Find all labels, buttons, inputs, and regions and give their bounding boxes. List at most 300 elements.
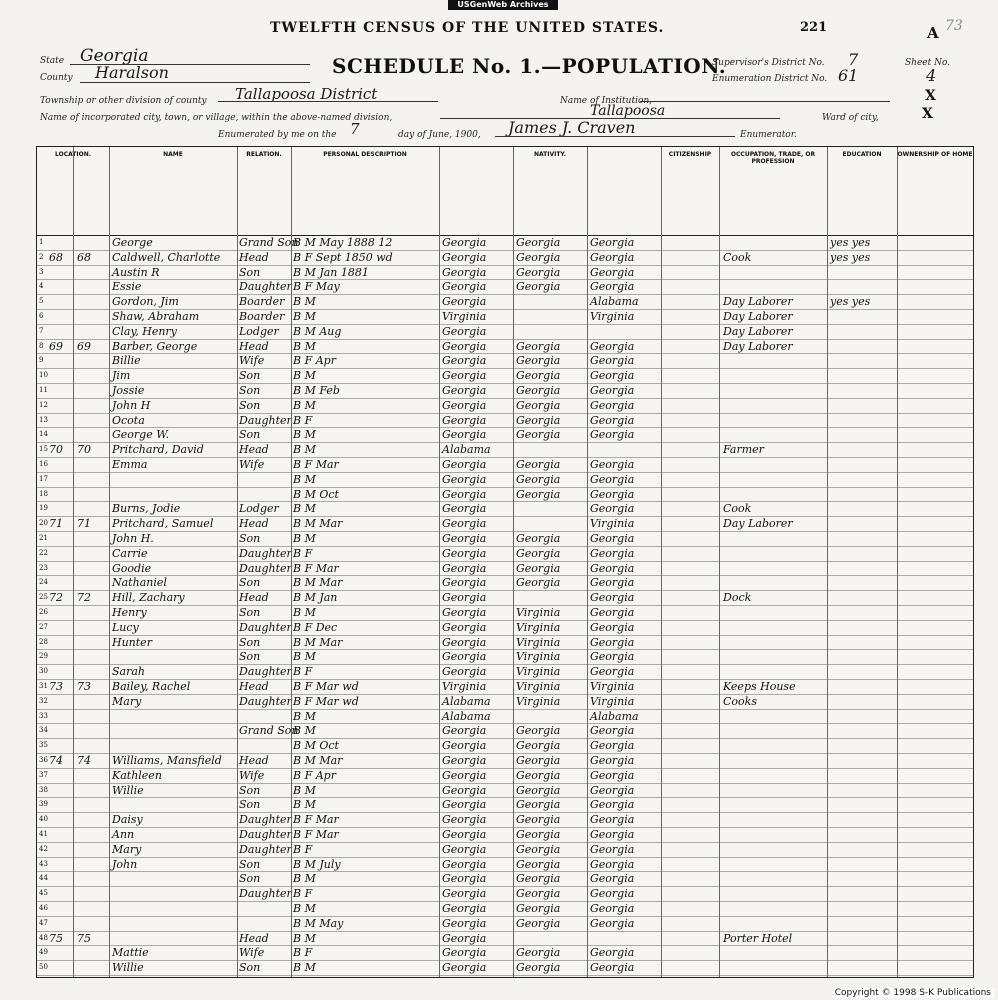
person-name: Lucy (112, 620, 139, 634)
birthplace-mother: Georgia (590, 961, 635, 975)
personal-description: B F Sept 1850 wd (293, 250, 393, 264)
line-number: 2 (39, 252, 44, 261)
person-name: Caldwell, Charlotte (112, 250, 221, 264)
line-number: 5 (39, 297, 44, 306)
line-number: 8 (39, 341, 44, 350)
family-number (77, 664, 107, 679)
relation: Son (239, 606, 261, 619)
family-number (77, 694, 107, 709)
family-number (77, 768, 107, 783)
line-number: 37 (39, 770, 48, 779)
column-divider (661, 147, 662, 977)
line-number: 12 (39, 400, 48, 409)
line-number: 15 (39, 445, 48, 454)
county-underline (80, 82, 310, 83)
relation: Daughter (239, 561, 292, 575)
birthplace-mother: Georgia (590, 813, 635, 827)
personal-description: B M (293, 310, 316, 323)
table-row (37, 694, 973, 710)
personal-description: B M (293, 369, 316, 383)
relation: Daughter (239, 887, 292, 901)
line-number: 30 (39, 667, 48, 676)
county-label: County (40, 73, 73, 83)
birthplace-mother: Georgia (590, 872, 635, 886)
education (830, 265, 896, 280)
dwelling-number: 69 (49, 339, 63, 353)
birthplace-person: Georgia (442, 650, 487, 664)
dwelling-number (49, 279, 73, 294)
birthplace-person: Georgia (442, 280, 487, 294)
dwelling-number (49, 635, 73, 650)
family-number (77, 783, 107, 798)
birthplace-father: Georgia (516, 842, 561, 856)
birthplace-person: Georgia (442, 842, 487, 856)
line-number: 7 (39, 326, 44, 335)
dwelling-number (49, 309, 73, 324)
education (830, 590, 896, 605)
birthplace-person: Georgia (442, 724, 487, 738)
person-name: Hunter (112, 635, 152, 649)
state-value: Georgia (80, 46, 149, 66)
birthplace-father: Georgia (516, 798, 561, 812)
occupation: Cooks (723, 694, 757, 708)
education (830, 649, 896, 664)
birthplace-father: Georgia (516, 813, 561, 827)
sheet-value: 4 (926, 66, 937, 85)
birthplace-mother: Georgia (590, 606, 635, 619)
birthplace-father: Georgia (516, 458, 561, 471)
personal-description: B M May 1888 12 (293, 236, 393, 249)
occupation: Porter Hotel (723, 931, 793, 945)
line-number: 50 (39, 963, 48, 972)
occupation (723, 709, 827, 724)
dwelling-number (49, 768, 73, 783)
birthplace-father: Georgia (516, 916, 561, 930)
family-number (77, 487, 107, 502)
birthplace-person: Georgia (442, 768, 487, 782)
family-number (77, 575, 107, 590)
birthplace-mother: Georgia (590, 413, 635, 427)
education (830, 797, 896, 812)
personal-description: B F Mar wd (293, 694, 359, 708)
birthplace-father: Georgia (516, 532, 561, 545)
birthplace-person: Georgia (442, 798, 487, 812)
person-name (112, 709, 236, 724)
education (830, 945, 896, 960)
relation: Son (239, 857, 261, 871)
occupation: Day Laborer (723, 295, 793, 309)
family-number (77, 738, 107, 753)
person-name: Emma (112, 458, 148, 471)
census-title: TWELFTH CENSUS OF THE UNITED STATES. (270, 20, 665, 36)
person-name: Willie (112, 783, 144, 797)
line-number: 35 (39, 741, 48, 750)
family-number (77, 960, 107, 975)
table-row (37, 531, 973, 547)
birthplace-mother: Virginia (590, 694, 635, 708)
column-header-occupation: OCCUPATION, TRADE, OR PROFESSION (719, 147, 828, 235)
table-row (37, 279, 973, 295)
line-number: 43 (39, 859, 48, 868)
occupation (723, 827, 827, 842)
line-number: 10 (39, 371, 48, 380)
family-number (77, 472, 107, 487)
column-divider (291, 147, 292, 977)
birthplace-father: Georgia (516, 413, 561, 427)
dwelling-number (49, 812, 73, 827)
line-number: 9 (39, 356, 44, 365)
personal-description: B M (293, 532, 316, 545)
birthplace-person: Georgia (442, 428, 487, 442)
education (830, 694, 896, 709)
supervisor-value: 7 (848, 50, 859, 69)
column-divider (587, 147, 588, 977)
birthplace-person: Alabama (442, 709, 491, 723)
education (830, 383, 896, 398)
dwelling-number: 74 (49, 754, 63, 767)
line-number: 41 (39, 830, 48, 838)
birthplace-mother (590, 324, 660, 339)
occupation: Cook (723, 502, 752, 516)
relation: Head (239, 250, 269, 264)
personal-description: B M (293, 709, 316, 723)
birthplace-person: Georgia (442, 902, 487, 915)
personal-description: B F May (293, 280, 340, 294)
enumeration-district-value: 61 (838, 66, 859, 85)
person-name: Gordon, Jim (112, 295, 179, 309)
dwelling-number (49, 723, 73, 738)
table-row (37, 487, 973, 503)
family-number (77, 309, 107, 324)
birthplace-person: Georgia (442, 931, 487, 945)
table-row (37, 457, 973, 473)
personal-description: B F Apr (293, 354, 336, 368)
person-name: John H. (112, 532, 154, 545)
occupation (723, 472, 827, 487)
person-name: Carrie (112, 546, 148, 560)
occupation (723, 383, 827, 398)
family-number (77, 279, 107, 294)
person-name (112, 487, 236, 502)
education (830, 886, 896, 901)
birthplace-mother: Georgia (590, 265, 635, 279)
occupation (723, 753, 827, 768)
occupation (723, 857, 827, 872)
relation (239, 709, 291, 724)
birthplace-person: Georgia (442, 665, 487, 679)
birthplace-father: Virginia (516, 694, 561, 708)
relation: Daughter (239, 694, 292, 708)
person-name (112, 738, 236, 753)
birthplace-mother: Georgia (590, 754, 635, 767)
education (830, 842, 896, 857)
occupation (723, 812, 827, 827)
birthplace-father: Virginia (516, 665, 561, 679)
table-row (37, 265, 973, 281)
person-name (112, 931, 236, 946)
birthplace-father: Georgia (516, 561, 561, 575)
person-name: Kathleen (112, 768, 162, 782)
table-row (37, 857, 973, 873)
birthplace-mother: Georgia (590, 768, 635, 782)
relation: Boarder (239, 295, 285, 309)
relation: Son (239, 576, 261, 590)
person-name: George (112, 236, 153, 249)
education (830, 575, 896, 590)
personal-description: B M (293, 295, 316, 309)
birthplace-father: Georgia (516, 339, 561, 353)
birthplace-father: Georgia (516, 857, 561, 871)
line-number: 23 (39, 563, 48, 572)
column-header-ownership: OWNERSHIP OF HOME (897, 151, 973, 158)
table-row (37, 235, 973, 251)
line-number: 26 (39, 608, 48, 616)
table-row (37, 649, 973, 665)
family-number: 70 (77, 443, 91, 457)
birthplace-mother: Georgia (590, 946, 635, 960)
personal-description: B M (293, 398, 316, 412)
family-number: 73 (77, 680, 91, 693)
occupation: Dock (723, 591, 752, 605)
occupation (723, 842, 827, 857)
family-number (77, 605, 107, 620)
pencil-note: 73 (945, 18, 963, 34)
personal-description: B M (293, 902, 316, 915)
occupation (723, 265, 827, 280)
person-name (112, 472, 236, 487)
relation: Son (239, 428, 261, 442)
education (830, 339, 896, 354)
table-row (37, 738, 973, 754)
family-number (77, 368, 107, 383)
family-number (77, 901, 107, 916)
personal-description: B F Dec (293, 620, 338, 634)
relation: Head (239, 754, 269, 767)
table-row (37, 442, 973, 458)
column-header-education: EDUCATION (827, 147, 898, 235)
table-row (37, 664, 973, 680)
education (830, 620, 896, 635)
family-number (77, 620, 107, 635)
birthplace-person: Georgia (442, 783, 487, 797)
birthplace-person: Georgia (442, 546, 487, 560)
birthplace-person: Georgia (442, 324, 487, 338)
line-number: 27 (39, 622, 48, 631)
birthplace-mother: Georgia (590, 591, 635, 605)
dwelling-number (49, 649, 73, 664)
birthplace-mother: Georgia (590, 458, 635, 471)
personal-description: B M (293, 339, 316, 353)
birthplace-father: Georgia (516, 236, 561, 249)
family-number: 69 (77, 339, 91, 353)
table-row (37, 546, 973, 562)
education: yes yes (830, 250, 871, 264)
birthplace-person: Georgia (442, 265, 487, 279)
family-number (77, 427, 107, 442)
personal-description: B M (293, 428, 316, 442)
dwelling-number (49, 842, 73, 857)
dwelling-number (49, 368, 73, 383)
occupation (723, 960, 827, 975)
enumerated-date-label: day of June, 1900, (398, 130, 481, 140)
birthplace-mother: Georgia (590, 576, 635, 590)
birthplace-person: Virginia (442, 310, 487, 323)
occupation (723, 487, 827, 502)
birthplace-mother: Georgia (590, 354, 635, 368)
birthplace-person: Georgia (442, 591, 487, 605)
line-number: 18 (39, 489, 48, 498)
occupation (723, 398, 827, 413)
birthplace-mother: Georgia (590, 428, 635, 442)
birthplace-mother: Georgia (590, 842, 635, 856)
ward-x-mark: X (922, 106, 933, 122)
personal-description: B F (293, 842, 313, 856)
birthplace-person: Georgia (442, 532, 487, 545)
line-number: 3 (39, 267, 44, 276)
relation (239, 472, 291, 487)
relation: Son (239, 369, 261, 383)
institution-underline (640, 101, 890, 102)
relation: Son (239, 961, 261, 975)
person-name (112, 871, 236, 886)
dwelling-number (49, 427, 73, 442)
birthplace-mother: Georgia (590, 916, 635, 930)
birthplace-person: Georgia (442, 369, 487, 383)
person-name: Goodie (112, 561, 152, 575)
birthplace-person: Georgia (442, 472, 487, 486)
personal-description: B F (293, 546, 313, 560)
relation: Son (239, 398, 261, 412)
occupation: Keeps House (723, 680, 796, 693)
birthplace-father: Georgia (516, 472, 561, 486)
family-number (77, 561, 107, 576)
personal-description: B M Jan (293, 591, 338, 605)
relation: Daughter (239, 620, 292, 634)
schedule-title: SCHEDULE No. 1.—POPULATION. (332, 54, 727, 78)
education: yes yes (830, 295, 871, 309)
education (830, 916, 896, 931)
dwelling-number (49, 383, 73, 398)
person-name: Jossie (112, 384, 145, 397)
line-number: 14 (39, 430, 48, 439)
line-number: 39 (39, 800, 48, 809)
person-name: Essie (112, 280, 142, 294)
birthplace-mother: Georgia (590, 561, 635, 575)
personal-description: B M (293, 961, 316, 975)
table-row (37, 501, 973, 517)
relation: Son (239, 532, 261, 545)
line-number: 44 (39, 874, 48, 883)
education (830, 827, 896, 842)
family-number (77, 531, 107, 546)
birthplace-mother: Georgia (590, 398, 635, 412)
personal-description: B M (293, 724, 316, 738)
table-row (37, 472, 973, 488)
birthplace-person: Georgia (442, 606, 487, 619)
dwelling-number (49, 324, 73, 339)
occupation: Farmer (723, 443, 764, 457)
table-row (37, 413, 973, 429)
birthplace-mother: Virginia (590, 310, 635, 323)
personal-description: B M Oct (293, 739, 339, 753)
table-row (37, 709, 973, 725)
birthplace-person: Georgia (442, 961, 487, 975)
occupation (723, 427, 827, 442)
dwelling-number (49, 871, 73, 886)
column-header-location: LOCATION. (37, 147, 110, 235)
personal-description: B M Mar (293, 754, 343, 767)
person-name: Bailey, Rachel (112, 680, 191, 693)
table-row (37, 768, 973, 784)
family-number (77, 945, 107, 960)
relation: Wife (239, 768, 265, 782)
personal-description: B F Mar (293, 813, 339, 827)
line-number: 31 (39, 682, 48, 690)
occupation (723, 605, 827, 620)
person-name: Burns, Jodie (112, 502, 181, 516)
sheet-label: Sheet No. (905, 58, 951, 68)
table-row (37, 383, 973, 399)
person-name (112, 649, 236, 664)
dwelling-number (49, 413, 73, 428)
column-divider (109, 147, 110, 977)
birthplace-father: Georgia (516, 354, 561, 368)
relation (239, 487, 291, 502)
family-number (77, 857, 107, 872)
birthplace-father: Georgia (516, 369, 561, 383)
dwelling-number (49, 664, 73, 679)
table-row (37, 309, 973, 325)
birthplace-father: Georgia (516, 946, 561, 960)
county-value: Haralson (95, 63, 169, 82)
birthplace-mother: Georgia (590, 502, 635, 516)
relation: Head (239, 517, 269, 531)
column-divider (73, 147, 74, 977)
family-number: 74 (77, 754, 91, 767)
line-number: 20 (39, 519, 48, 528)
personal-description: B F (293, 887, 313, 901)
education (830, 635, 896, 650)
birthplace-person: Georgia (442, 250, 487, 264)
person-name: John H (112, 398, 151, 412)
enumerated-label: Enumerated by me on the (218, 130, 337, 140)
state-label: State (40, 56, 65, 66)
birthplace-father: Georgia (516, 384, 561, 397)
birthplace-father: Georgia (516, 872, 561, 886)
person-name: Pritchard, David (112, 443, 204, 457)
dwelling-number (49, 501, 73, 516)
table-row (37, 812, 973, 828)
birthplace-mother: Georgia (590, 724, 635, 738)
relation: Wife (239, 354, 265, 368)
occupation: Day Laborer (723, 517, 793, 531)
person-name: Sarah (112, 665, 145, 679)
township-value: Tallapoosa District (235, 85, 378, 103)
column-divider (237, 147, 238, 977)
personal-description: B M Oct (293, 487, 339, 501)
birthplace-person: Virginia (442, 680, 487, 693)
family-number: 68 (77, 250, 91, 264)
occupation (723, 871, 827, 886)
birthplace-father (516, 516, 586, 531)
person-name: Nathaniel (112, 576, 167, 590)
dwelling-number (49, 738, 73, 753)
birthplace-person: Georgia (442, 576, 487, 590)
occupation: Day Laborer (723, 310, 793, 323)
family-number (77, 353, 107, 368)
line-number: 47 (39, 918, 48, 927)
table-row (37, 635, 973, 651)
